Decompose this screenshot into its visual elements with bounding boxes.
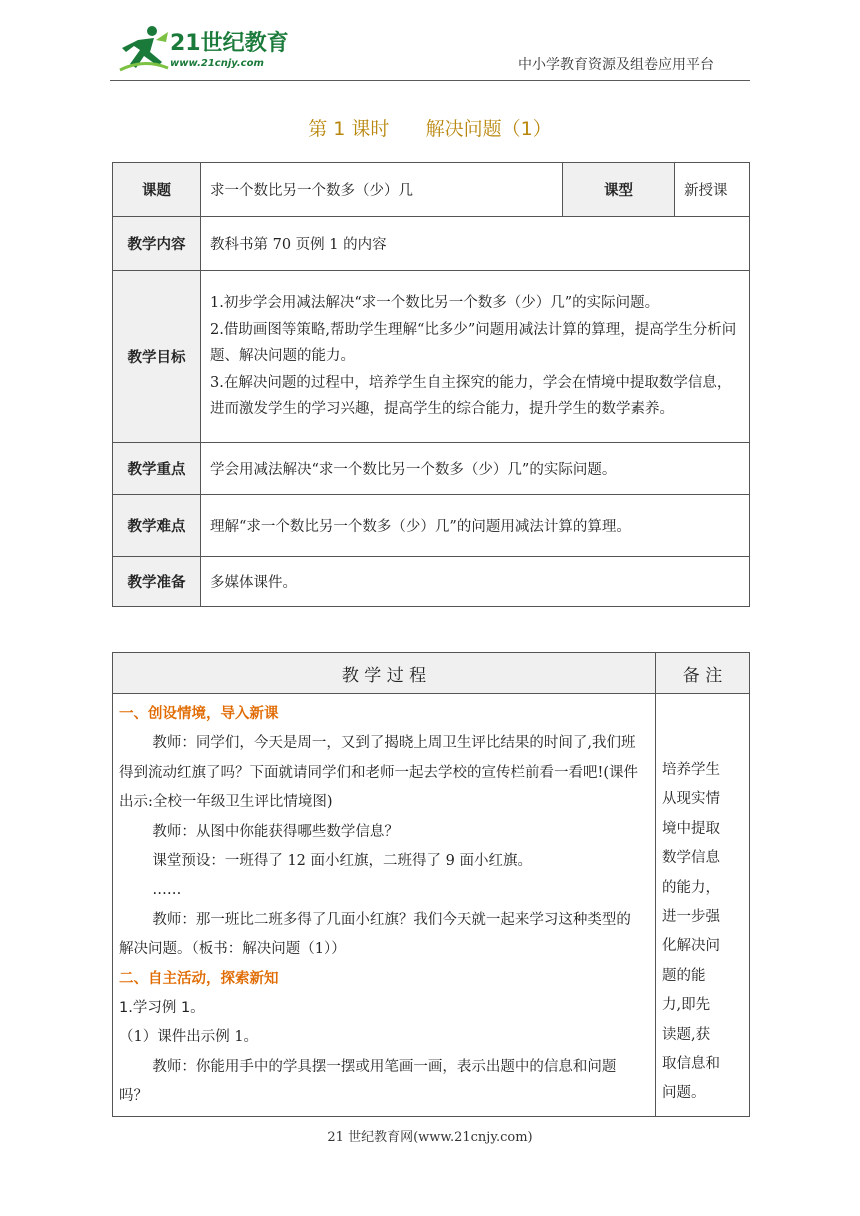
note-line: 取信息和 [662, 1056, 720, 1073]
paragraph: （1）课件出示例 1。 [119, 1029, 259, 1046]
goal-item: 3.在解决问题的过程中，培养学生自主探究的能力，学会在情境中提取数学信息，进而激发学生的学习兴趣，提高学生的综合能力，提升学生的数学素养。 [210, 374, 732, 418]
prep-label: 教学准备 [113, 557, 201, 607]
goal-item: 1.初步学会用减法解决“求一个数比另一个数多（少）几”的实际问题。 [210, 295, 660, 312]
note-line: 化解决问 [662, 938, 720, 955]
goals-label: 教学目标 [113, 271, 201, 443]
teaching-process-table [112, 652, 750, 1117]
runner-logo-icon [118, 22, 170, 74]
prep-value: 多媒体课件。 [201, 557, 750, 607]
paragraph: 教师：那一班比二班多得了几面小红旗？我们今天就一起来学习这种类型的解决问题。（板书：解决问题（1）） [119, 911, 631, 958]
note-line: 问题。 [662, 1085, 706, 1102]
goal-item: 2.借助画图等策略,帮助学生理解“比多少”问题用减法计算的算理，提高学生分析问题、解决问题的能力。 [210, 321, 737, 365]
lesson-info-table [112, 162, 750, 607]
note-line: 力,即先 [662, 997, 711, 1014]
process-header: 教 学 过 程 [113, 653, 656, 694]
paragraph: 教师：你能用手中的学具摆一摆或用笔画一画，表示出题中的信息和问题吗？ [119, 1058, 617, 1105]
sub-heading: 1.学习例 1。 [119, 1000, 205, 1017]
note-line: 培养学生 [662, 762, 720, 778]
page-footer: 21 世纪教育网(www.21cnjy.com) [327, 1130, 533, 1145]
logo [118, 22, 288, 74]
difficulty-label: 教学难点 [113, 495, 201, 557]
goals-cell [201, 271, 750, 443]
section-heading: 二、自主活动，探索新知 [119, 970, 279, 987]
difficulty-value: 理解“求一个数比另一个数多（少）几”的问题用减法计算的算理。 [201, 495, 750, 557]
paragraph: 教师：同学们，今天是周一，又到了揭晓上周卫生评比结果的时间了,我们班得到流动红旗了吗？下面就请同学们和老师一起去学校的宣传栏前看一看吧!(课件出示:全校一年级卫生评比情境图) [119, 735, 638, 811]
note-header: 备 注 [656, 653, 750, 694]
content-value: 教科书第 70 页例 1 的内容 [201, 217, 750, 271]
topic-label: 课题 [113, 163, 201, 217]
note-line: 题的能 [662, 967, 706, 984]
note-line: 进一步强 [662, 909, 720, 926]
note-line: 的能力， [662, 879, 720, 896]
paragraph: 教师：从图中你能获得哪些数学信息？ [152, 823, 399, 840]
content-label: 教学内容 [113, 217, 201, 271]
lesson-title: 第 1 课时 解决问题（1） [308, 118, 552, 140]
process-content [113, 694, 656, 1117]
page-header [0, 0, 860, 82]
topic-value: 求一个数比另一个数多（少）几 [201, 163, 563, 217]
header-divider [110, 80, 750, 81]
type-value: 新授课 [675, 163, 750, 217]
note-line: 读题,获 [662, 1026, 711, 1043]
key-value: 学会用减法解决“求一个数比另一个数多（少）几”的实际问题。 [201, 443, 750, 495]
paragraph: …… [152, 882, 182, 899]
logo-url: www.21cnjy.com [170, 58, 264, 69]
paragraph: 课堂预设：一班得了 12 面小红旗，二班得了 9 面小红旗。 [152, 853, 532, 870]
note-line: 从现实情 [662, 791, 720, 808]
logo-text: 21世纪教育 [170, 31, 289, 56]
section-heading: 一、创设情境，导入新课 [119, 706, 279, 722]
key-label: 教学重点 [113, 443, 201, 495]
type-label: 课型 [563, 163, 675, 217]
note-content [656, 694, 750, 1117]
note-line: 数学信息 [662, 850, 720, 867]
platform-name: 中小学教育资源及组卷应用平台 [518, 57, 714, 73]
note-line: 境中提取 [662, 820, 720, 837]
